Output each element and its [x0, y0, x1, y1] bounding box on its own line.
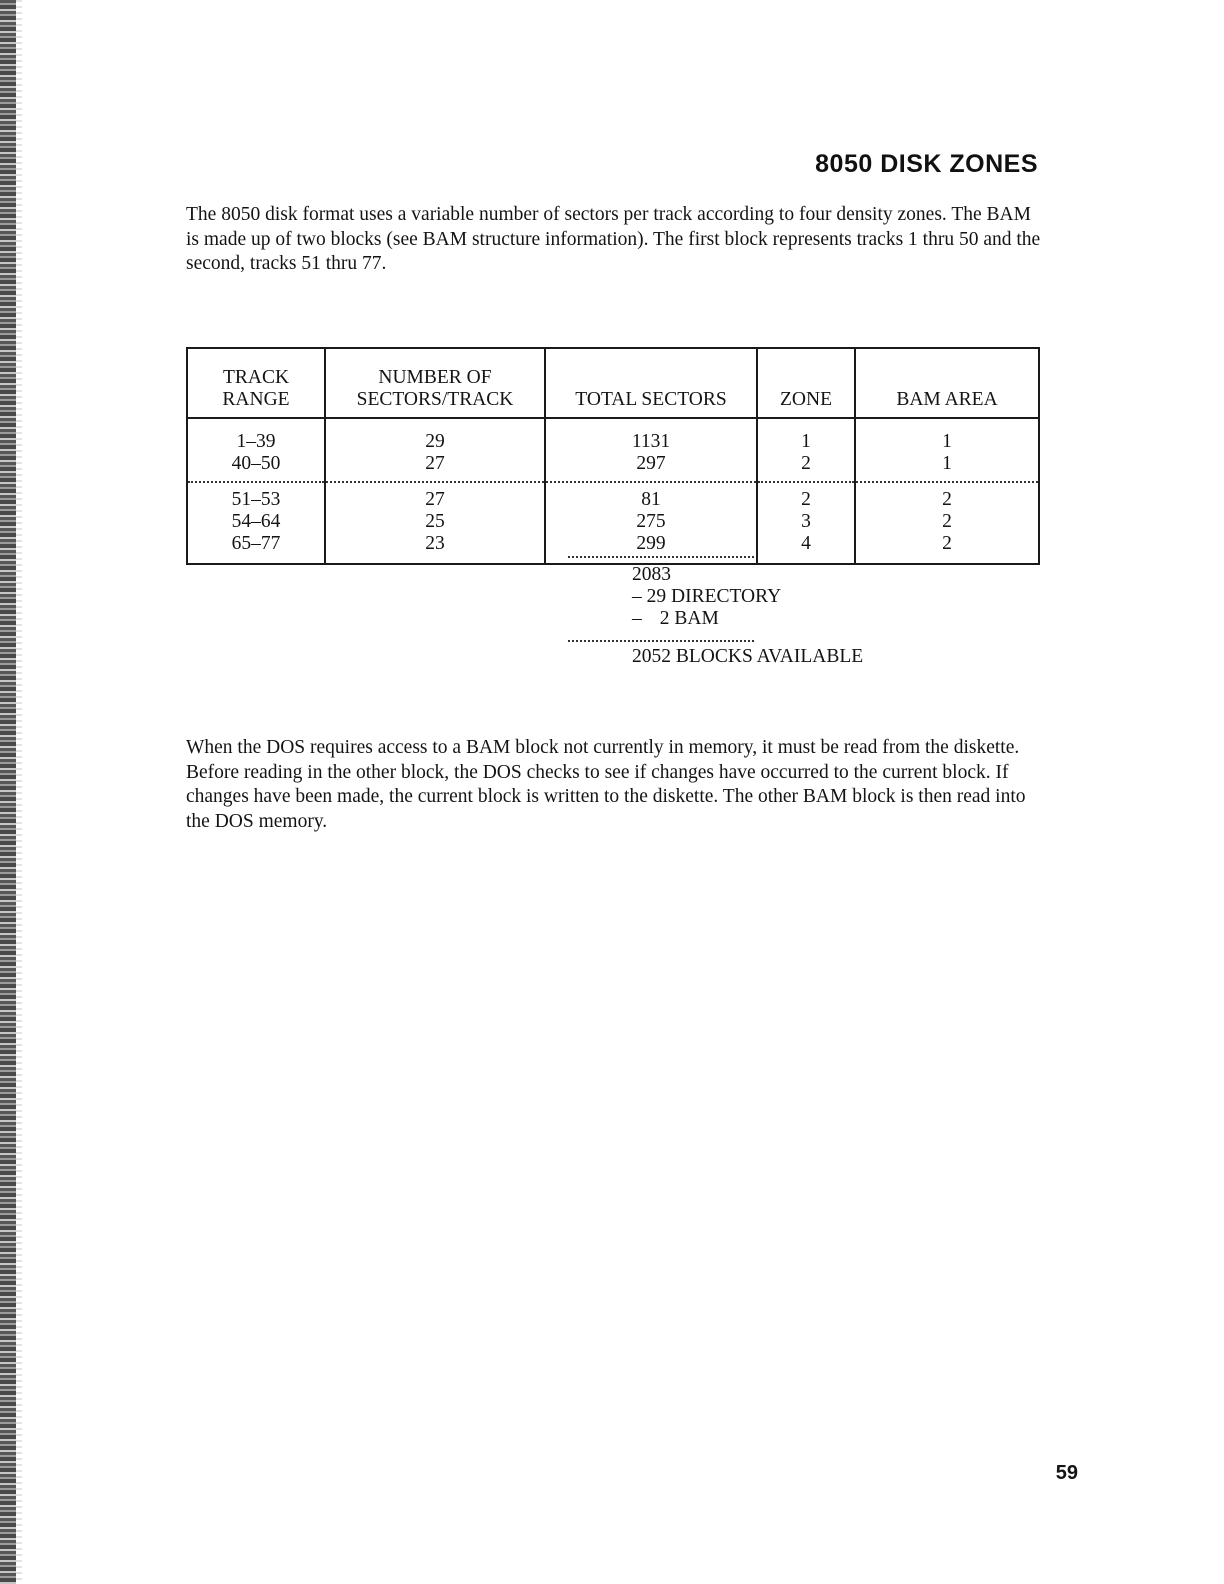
summary-available: 2052 BLOCKS AVAILABLE [632, 646, 864, 667]
header-total-sectors: TOTAL SECTORS [545, 348, 757, 418]
disk-zones-table [186, 347, 1040, 565]
bam-area-cell: 2 2 2 [855, 482, 1039, 564]
table-header-row [187, 348, 1039, 418]
header-track-range: TRACK RANGE [187, 348, 325, 418]
header-sectors-per-track: NUMBER OF SECTORS/TRACK [325, 348, 545, 418]
sectors-cell: 29 27 [325, 418, 545, 482]
total-sectors-cell: 1131 297 [545, 418, 757, 482]
summary-bam-sign: – [632, 608, 642, 629]
sectors-cell: 27 25 23 [325, 482, 545, 564]
table-row [187, 482, 1039, 564]
track-range-cell: 1–39 40–50 [187, 418, 325, 482]
intro-paragraph: The 8050 disk format uses a variable number of sectors per track according to four density zones. The BAM is made up of two blocks (see BAM structure information). The first block represents tracks 1 thru 50 and the second, tracks 51 thru 77. [186, 204, 1041, 274]
table-group-bam-2 [187, 482, 1039, 564]
summary-bam-value: 2 BAM [659, 608, 719, 629]
bam-area-cell: 1 1 [855, 418, 1039, 482]
track-range-cell: 51–53 54–64 65–77 [187, 482, 325, 564]
summary-bam [632, 608, 988, 630]
summary-total: 2083 [632, 564, 671, 585]
total-sectors-cell: 81 275 299 [545, 482, 757, 564]
summary-directory: – 29 DIRECTORY [632, 586, 782, 607]
header-bam-area: BAM AREA [855, 348, 1039, 418]
zone-cell: 1 2 [757, 418, 855, 482]
table-group-bam-1 [187, 418, 1039, 482]
summary-dotted-rule [568, 640, 754, 642]
page-binding-edge [0, 0, 16, 1584]
zone-cell: 2 3 4 [757, 482, 855, 564]
closing-paragraph: When the DOS requires access to a BAM block not currently in memory, it must be read from the diskette. Before reading in the other block, the DOS checks to see if changes have occurred to the current block. If changes have been made, the current block is written to the diskette. The other BAM block is then read into the DOS memory. [186, 737, 1026, 832]
page-number: 59 [1055, 1462, 1078, 1484]
header-zone: ZONE [757, 348, 855, 418]
page-title: 8050 DISK ZONES [815, 150, 1038, 178]
summary-dotted-rule [568, 556, 754, 558]
block-summary [568, 556, 988, 668]
table-row [187, 418, 1039, 482]
